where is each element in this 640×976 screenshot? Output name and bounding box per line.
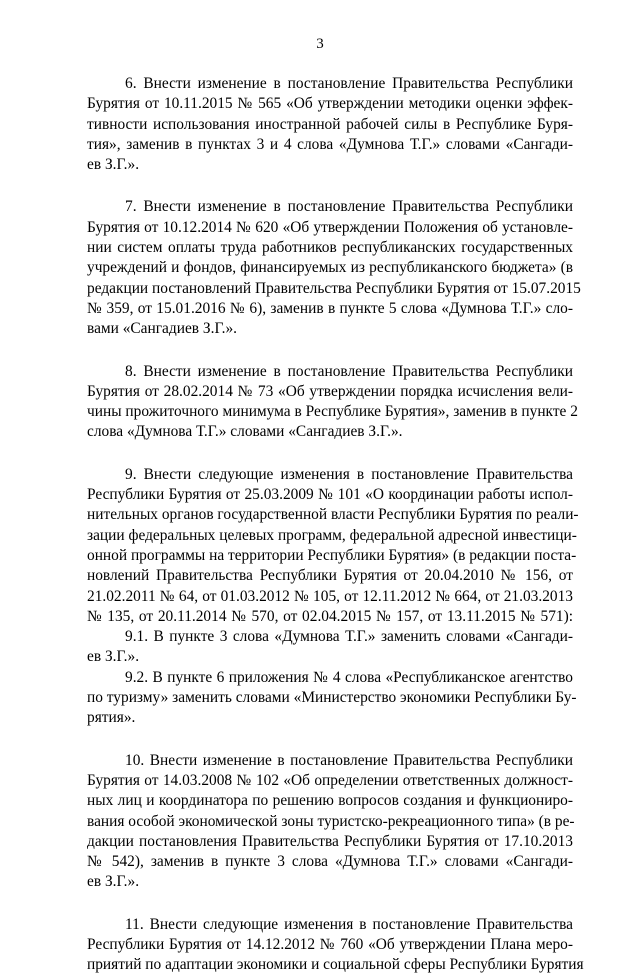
text-line: учреждений и фондов, финансируемых из республиканского бюджета» (в (87, 259, 573, 277)
text-line: ев З.Г.». (87, 873, 140, 891)
text-line: тивности использования иностранной рабочей силы в Республике Буря- (87, 115, 573, 133)
text-line: № 542), заменив в пункте 3 слова «Думнова Т.Г.» словами «Сангади- (87, 853, 573, 871)
text-line: зации федеральных целевых программ, федеральной адресной инвестици- (87, 526, 577, 544)
text-line: приятий по адаптации экономики и социальной сферы Республики Бурятия (87, 956, 584, 974)
paragraph-9-2 (87, 668, 577, 729)
text-line: 9.1. В пункте 3 слова «Думнова Т.Г.» заменить словами «Сангади- (125, 628, 573, 646)
text-line: ев З.Г.». (87, 648, 140, 666)
text-line: новлений Правительства Республики Бурятия от 20.04.2010 № 156, от (87, 567, 573, 585)
paragraph-10 (87, 751, 573, 893)
text-line: вами «Сангадиев З.Г.». (87, 320, 238, 338)
paragraph-7 (87, 197, 581, 339)
paragraph-11 (87, 915, 584, 976)
text-line: тия», заменив в пунктах 3 и 4 слова «Думнова Т.Г.» словами «Сангади- (87, 135, 573, 153)
text-line: Бурятия от 10.12.2014 № 620 «Об утверждении Положения об установле- (87, 218, 573, 236)
text-line: 7. Внести изменение в постановление Правительства Республики (125, 198, 573, 216)
text-line: Бурятия от 28.02.2014 № 73 «Об утверждении порядка исчисления вели- (87, 382, 573, 400)
text-line: 11. Внести следующие изменения в постановление Правительства (125, 915, 573, 933)
text-line: редакции постановлений Правительства Республики Бурятия от 15.07.2015 (87, 279, 581, 297)
text-line: Республики Бурятия от 14.12.2012 № 760 «Об утверждении Плана меро- (87, 935, 573, 953)
page-number: 3 (316, 36, 324, 52)
text-line: ных лиц и координатора по решению вопросов создания и функциониро- (87, 792, 573, 810)
text-line: нии систем оплаты труда работников республиканских государственных (87, 239, 573, 257)
text-line: дакции постановления Правительства Республики Бурятия от 17.10.2013 (87, 832, 573, 850)
text-line: рятия». (87, 709, 136, 727)
text-line: № 135, от 20.11.2014 № 570, от 02.04.2015 № 157, от 13.11.2015 № 571): (87, 607, 573, 625)
paragraph-9 (87, 465, 579, 627)
paragraph-9-1 (87, 627, 573, 668)
text-line: 9. Внести следующие изменения в постановление Правительства (125, 465, 573, 483)
paragraph-6 (87, 74, 573, 175)
text-line: нительных органов государственной власти Республики Бурятия по реали- (87, 506, 579, 524)
text-line: чины прожиточного минимума в Республике Бурятия», заменив в пункте 2 (87, 403, 578, 421)
text-line: онной программы на территории Республики Бурятия» (в редакции поста- (87, 546, 577, 564)
text-line: 9.2. В пункте 6 приложения № 4 слова «Республиканское агентство (125, 668, 573, 686)
text-line: № 359, от 15.01.2016 № 6), заменив в пункте 5 слова «Думнова Т.Г.» сло- (87, 299, 573, 317)
text-line: 10. Внести изменение в постановление Правительства Республики (125, 751, 573, 769)
text-line: 21.02.2011 № 64, от 01.03.2012 № 105, от 12.11.2012 № 664, от 21.03.2013 (87, 587, 573, 605)
text-line: ев З.Г.». (87, 156, 140, 174)
text-line: по туризму» заменить словами «Министерство экономики Республики Бу- (87, 689, 577, 707)
text-line: Бурятия от 14.03.2008 № 102 «Об определении ответственных должност- (87, 771, 573, 789)
paragraph-8 (87, 362, 578, 443)
document-body (87, 74, 584, 976)
text-line: вания особой экономической зоны туристско-рекреационного типа» (в ре- (87, 812, 575, 830)
text-line: Республики Бурятия от 25.03.2009 № 101 «О координации работы испол- (87, 486, 573, 504)
text-line: 8. Внести изменение в постановление Правительства Республики (125, 362, 573, 380)
text-line: Бурятия от 10.11.2015 № 565 «Об утверждении методики оценки эффек- (87, 95, 573, 113)
text-line: 6. Внести изменение в постановление Правительства Республики (125, 75, 573, 92)
text-line: слова «Думнова Т.Г.» словами «Сангадиев З.Г.». (87, 423, 403, 441)
